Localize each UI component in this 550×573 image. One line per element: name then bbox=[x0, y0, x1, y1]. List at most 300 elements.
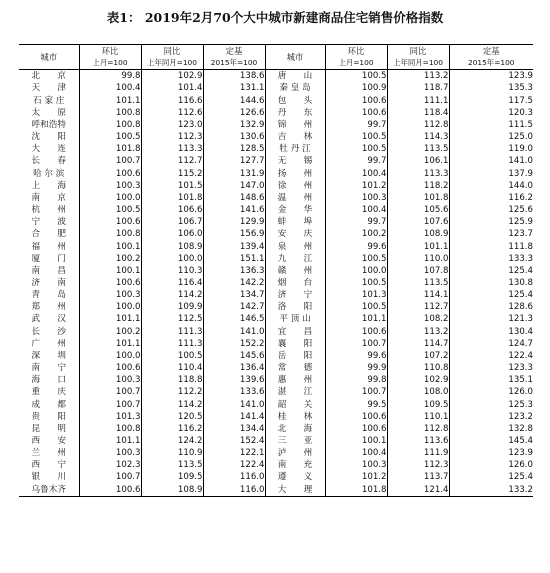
city-name-right: 三 亚 bbox=[265, 435, 325, 447]
yoy-value-right: 112.7 bbox=[387, 301, 449, 313]
mom-value-right: 100.6 bbox=[325, 107, 387, 119]
mom-value-right: 100.4 bbox=[325, 168, 387, 180]
yoy-value: 116.2 bbox=[141, 423, 203, 435]
city-name-right: 大 理 bbox=[265, 484, 325, 497]
mom-value-right: 100.5 bbox=[325, 131, 387, 143]
city-name: 郑 州 bbox=[31, 302, 66, 313]
yoy-value-right: 113.2 bbox=[387, 326, 449, 338]
mom-value: 100.7 bbox=[79, 386, 141, 398]
city-name-right: 金 华 bbox=[265, 204, 325, 216]
table-row bbox=[19, 265, 533, 277]
col-subheader-base-right: 2015年=100 bbox=[449, 57, 533, 70]
city-name-right: 牡 丹 江 bbox=[265, 143, 325, 155]
yoy-value: 113.5 bbox=[141, 459, 203, 471]
city-name: 武 汉 bbox=[31, 314, 66, 325]
table-row bbox=[19, 131, 533, 143]
city-name: 青 岛 bbox=[31, 290, 66, 301]
table-row bbox=[19, 386, 533, 398]
city-name: 西 安 bbox=[31, 436, 66, 446]
mom-value: 102.3 bbox=[79, 459, 141, 471]
base-value: 129.9 bbox=[203, 216, 265, 228]
mom-value: 100.1 bbox=[79, 241, 141, 253]
city-name-right: 九 江 bbox=[265, 253, 325, 265]
city-name-right: 宜 昌 bbox=[265, 326, 325, 338]
yoy-value: 106.7 bbox=[141, 216, 203, 228]
table-row bbox=[19, 301, 533, 313]
col-subheader-base: 2015年=100 bbox=[203, 57, 265, 70]
base-value: 148.6 bbox=[203, 192, 265, 204]
base-value-right: 128.6 bbox=[449, 301, 533, 313]
mom-value-right: 100.7 bbox=[325, 338, 387, 350]
base-value: 122.4 bbox=[203, 459, 265, 471]
table-row bbox=[19, 168, 533, 180]
base-value-right: 125.4 bbox=[449, 265, 533, 277]
city-name: 广 州 bbox=[31, 338, 66, 349]
city-name-right: 泉 州 bbox=[265, 241, 325, 253]
table-row bbox=[19, 143, 533, 155]
yoy-value: 118.8 bbox=[141, 374, 203, 386]
table-row bbox=[19, 313, 533, 325]
base-value: 131.1 bbox=[203, 82, 265, 94]
mom-value-right: 101.8 bbox=[325, 484, 387, 497]
mom-value: 101.1 bbox=[79, 435, 141, 447]
yoy-value-right: 113.6 bbox=[387, 435, 449, 447]
base-value-right: 125.6 bbox=[449, 204, 533, 216]
base-value-right: 125.3 bbox=[449, 399, 533, 411]
mom-value-right: 99.7 bbox=[325, 155, 387, 167]
yoy-value-right: 107.2 bbox=[387, 350, 449, 362]
yoy-value: 114.2 bbox=[141, 399, 203, 411]
city-name: 石 家 庄 bbox=[33, 95, 65, 106]
yoy-value-right: 102.9 bbox=[387, 374, 449, 386]
base-value: 122.1 bbox=[203, 447, 265, 459]
col-header-yoy-right: 同比 bbox=[387, 45, 449, 58]
mom-value: 100.3 bbox=[79, 374, 141, 386]
yoy-value-right: 113.7 bbox=[387, 471, 449, 483]
city-name-right: 扬 州 bbox=[265, 168, 325, 180]
mom-value: 101.1 bbox=[79, 338, 141, 350]
base-value: 139.4 bbox=[203, 241, 265, 253]
mom-value: 100.8 bbox=[79, 423, 141, 435]
mom-value: 101.3 bbox=[79, 411, 141, 423]
base-value-right: 125.0 bbox=[449, 131, 533, 143]
mom-value-right: 100.4 bbox=[325, 447, 387, 459]
table-row bbox=[19, 399, 533, 411]
base-value-right: 123.7 bbox=[449, 228, 533, 240]
mom-value-right: 99.6 bbox=[325, 350, 387, 362]
mom-value-right: 99.7 bbox=[325, 216, 387, 228]
mom-value: 100.3 bbox=[79, 180, 141, 192]
mom-value: 100.3 bbox=[79, 447, 141, 459]
city-name-right: 北 海 bbox=[265, 423, 325, 435]
city-name: 乌鲁木齐 bbox=[19, 484, 79, 497]
base-value: 151.1 bbox=[203, 253, 265, 265]
yoy-value-right: 112.8 bbox=[387, 423, 449, 435]
city-name: 银 川 bbox=[31, 472, 66, 483]
yoy-value: 112.6 bbox=[141, 107, 203, 119]
yoy-value: 113.3 bbox=[141, 143, 203, 155]
yoy-value-right: 110.0 bbox=[387, 253, 449, 265]
base-value-right: 132.8 bbox=[449, 423, 533, 435]
yoy-value-right: 110.8 bbox=[387, 362, 449, 374]
city-name: 海 口 bbox=[31, 375, 66, 386]
mom-value-right: 100.7 bbox=[325, 386, 387, 398]
col-header-base-right: 定基 bbox=[449, 45, 533, 58]
city-name-right: 济 宁 bbox=[265, 289, 325, 301]
mom-value: 100.7 bbox=[79, 155, 141, 167]
city-name-right: 温 州 bbox=[265, 192, 325, 204]
yoy-value: 116.6 bbox=[141, 95, 203, 107]
city-name: 宁 波 bbox=[31, 217, 66, 228]
city-name: 厦 门 bbox=[31, 253, 66, 264]
mom-value-right: 100.5 bbox=[325, 301, 387, 313]
city-name-right: 锦 州 bbox=[265, 119, 325, 131]
yoy-value: 102.9 bbox=[141, 70, 203, 83]
yoy-value: 112.3 bbox=[141, 131, 203, 143]
city-name-right: 包 头 bbox=[265, 95, 325, 107]
base-value-right: 116.2 bbox=[449, 192, 533, 204]
mom-value-right: 100.9 bbox=[325, 82, 387, 94]
city-name: 南 昌 bbox=[31, 265, 66, 276]
base-value-right: 123.2 bbox=[449, 411, 533, 423]
table-row bbox=[19, 82, 533, 94]
mom-value-right: 101.2 bbox=[325, 180, 387, 192]
col-header-yoy: 同比 bbox=[141, 45, 203, 58]
yoy-value-right: 118.4 bbox=[387, 107, 449, 119]
mom-value: 100.8 bbox=[79, 228, 141, 240]
yoy-value-right: 113.5 bbox=[387, 143, 449, 155]
mom-value: 101.1 bbox=[79, 95, 141, 107]
mom-value-right: 99.5 bbox=[325, 399, 387, 411]
yoy-value-right: 112.8 bbox=[387, 119, 449, 131]
city-name-right: 桂 林 bbox=[265, 411, 325, 423]
yoy-value: 111.3 bbox=[141, 338, 203, 350]
base-value-right: 144.0 bbox=[449, 180, 533, 192]
table-row bbox=[19, 484, 533, 497]
base-value-right: 111.8 bbox=[449, 241, 533, 253]
col-header-mom: 环比 bbox=[79, 45, 141, 58]
base-value-right: 130.4 bbox=[449, 326, 533, 338]
base-value-right: 137.9 bbox=[449, 168, 533, 180]
base-value: 141.6 bbox=[203, 204, 265, 216]
yoy-value: 101.8 bbox=[141, 192, 203, 204]
yoy-value: 109.5 bbox=[141, 471, 203, 483]
mom-value: 100.8 bbox=[79, 119, 141, 131]
base-value-right: 125.4 bbox=[449, 471, 533, 483]
table-row bbox=[19, 411, 533, 423]
mom-value-right: 101.1 bbox=[325, 313, 387, 325]
mom-value-right: 100.3 bbox=[325, 192, 387, 204]
yoy-value: 114.2 bbox=[141, 289, 203, 301]
city-name: 合 肥 bbox=[31, 229, 66, 240]
yoy-value-right: 105.6 bbox=[387, 204, 449, 216]
base-value: 144.6 bbox=[203, 95, 265, 107]
header-row bbox=[19, 45, 533, 58]
yoy-value: 124.2 bbox=[141, 435, 203, 447]
yoy-value: 116.4 bbox=[141, 277, 203, 289]
yoy-value: 108.9 bbox=[141, 241, 203, 253]
city-name: 福 州 bbox=[31, 241, 66, 252]
city-name: 北 京 bbox=[31, 71, 66, 82]
yoy-value-right: 113.3 bbox=[387, 168, 449, 180]
city-name-right: 平 顶 山 bbox=[265, 313, 325, 325]
table-row bbox=[19, 70, 533, 83]
base-value-right: 126.0 bbox=[449, 459, 533, 471]
city-name-right: 秦 皇 岛 bbox=[265, 82, 325, 94]
city-name-right: 烟 台 bbox=[265, 277, 325, 289]
base-value: 116.0 bbox=[203, 484, 265, 497]
table-row bbox=[19, 471, 533, 483]
col-header-city: 城市 bbox=[19, 45, 79, 70]
col-subheader-yoy-right: 上年同月=100 bbox=[387, 57, 449, 70]
yoy-value-right: 108.0 bbox=[387, 386, 449, 398]
yoy-value-right: 107.6 bbox=[387, 216, 449, 228]
yoy-value: 100.5 bbox=[141, 350, 203, 362]
base-value: 139.6 bbox=[203, 374, 265, 386]
city-name-right: 常 德 bbox=[265, 362, 325, 374]
col-subheader-mom: 上月=100 bbox=[79, 57, 141, 70]
mom-value-right: 100.6 bbox=[325, 95, 387, 107]
base-value-right: 119.0 bbox=[449, 143, 533, 155]
city-name: 兰 州 bbox=[31, 448, 66, 459]
yoy-value-right: 114.7 bbox=[387, 338, 449, 350]
yoy-value: 106.6 bbox=[141, 204, 203, 216]
base-value-right: 121.3 bbox=[449, 313, 533, 325]
base-value: 141.0 bbox=[203, 326, 265, 338]
mom-value-right: 100.5 bbox=[325, 70, 387, 83]
base-value: 133.6 bbox=[203, 386, 265, 398]
table-row bbox=[19, 253, 533, 265]
city-name: 太 原 bbox=[31, 107, 66, 118]
base-value: 156.9 bbox=[203, 228, 265, 240]
table-row bbox=[19, 447, 533, 459]
yoy-value-right: 111.1 bbox=[387, 95, 449, 107]
table-row bbox=[19, 350, 533, 362]
base-value: 126.6 bbox=[203, 107, 265, 119]
city-name-right: 遵 义 bbox=[265, 471, 325, 483]
city-name: 济 南 bbox=[31, 277, 66, 288]
base-value-right: 123.3 bbox=[449, 362, 533, 374]
yoy-value-right: 109.5 bbox=[387, 399, 449, 411]
table-row bbox=[19, 338, 533, 350]
city-name: 上 海 bbox=[31, 180, 66, 191]
city-name: 大 连 bbox=[31, 144, 66, 155]
base-value: 136.4 bbox=[203, 362, 265, 374]
table-row bbox=[19, 216, 533, 228]
table-row bbox=[19, 204, 533, 216]
yoy-value: 123.0 bbox=[141, 119, 203, 131]
yoy-value-right: 114.1 bbox=[387, 289, 449, 301]
city-name: 西 宁 bbox=[31, 460, 66, 471]
col-subheader-mom-right: 上月=100 bbox=[325, 57, 387, 70]
base-value: 136.3 bbox=[203, 265, 265, 277]
base-value: 147.0 bbox=[203, 180, 265, 192]
city-name-right: 岳 阳 bbox=[265, 350, 325, 362]
city-name: 天 津 bbox=[31, 83, 66, 94]
city-name-right: 湛 江 bbox=[265, 386, 325, 398]
mom-value-right: 100.5 bbox=[325, 143, 387, 155]
col-header-base: 定基 bbox=[203, 45, 265, 58]
yoy-value-right: 114.3 bbox=[387, 131, 449, 143]
mom-value-right: 100.6 bbox=[325, 326, 387, 338]
yoy-value: 108.9 bbox=[141, 484, 203, 497]
table-row bbox=[19, 435, 533, 447]
mom-value: 100.4 bbox=[79, 82, 141, 94]
city-name: 杭 州 bbox=[31, 205, 66, 216]
base-value: 146.5 bbox=[203, 313, 265, 325]
mom-value: 100.5 bbox=[79, 131, 141, 143]
yoy-value: 110.9 bbox=[141, 447, 203, 459]
mom-value: 100.8 bbox=[79, 107, 141, 119]
table-row bbox=[19, 362, 533, 374]
base-value: 116.0 bbox=[203, 471, 265, 483]
yoy-value-right: 108.2 bbox=[387, 313, 449, 325]
yoy-value: 112.5 bbox=[141, 313, 203, 325]
city-name-right: 徐 州 bbox=[265, 180, 325, 192]
yoy-value-right: 108.9 bbox=[387, 228, 449, 240]
mom-value: 101.1 bbox=[79, 313, 141, 325]
base-value-right: 130.8 bbox=[449, 277, 533, 289]
base-value-right: 125.4 bbox=[449, 289, 533, 301]
city-name: 成 都 bbox=[31, 399, 66, 410]
base-value: 134.4 bbox=[203, 423, 265, 435]
yoy-value: 112.2 bbox=[141, 386, 203, 398]
base-value-right: 135.3 bbox=[449, 82, 533, 94]
mom-value-right: 99.9 bbox=[325, 362, 387, 374]
base-value-right: 133.3 bbox=[449, 253, 533, 265]
mom-value-right: 101.3 bbox=[325, 289, 387, 301]
city-name-right: 唐 山 bbox=[265, 70, 325, 83]
yoy-value: 100.0 bbox=[141, 253, 203, 265]
base-value: 145.6 bbox=[203, 350, 265, 362]
yoy-value: 111.3 bbox=[141, 326, 203, 338]
table-row bbox=[19, 374, 533, 386]
table-row bbox=[19, 192, 533, 204]
city-name: 呼和浩特 bbox=[31, 119, 66, 130]
base-value: 141.0 bbox=[203, 399, 265, 411]
yoy-value-right: 121.4 bbox=[387, 484, 449, 497]
base-value: 152.2 bbox=[203, 338, 265, 350]
table-row bbox=[19, 289, 533, 301]
base-value-right: 117.5 bbox=[449, 95, 533, 107]
col-subheader-yoy: 上年同月=100 bbox=[141, 57, 203, 70]
yoy-value-right: 112.3 bbox=[387, 459, 449, 471]
table-row bbox=[19, 107, 533, 119]
base-value: 127.7 bbox=[203, 155, 265, 167]
base-value: 131.9 bbox=[203, 168, 265, 180]
mom-value: 100.0 bbox=[79, 192, 141, 204]
city-name-right: 洛 阳 bbox=[265, 301, 325, 313]
base-value: 142.2 bbox=[203, 277, 265, 289]
city-name-right: 无 锡 bbox=[265, 155, 325, 167]
mom-value: 100.6 bbox=[79, 168, 141, 180]
mom-value-right: 100.5 bbox=[325, 277, 387, 289]
table-row bbox=[19, 459, 533, 471]
base-value: 128.5 bbox=[203, 143, 265, 155]
city-name-right: 丹 东 bbox=[265, 107, 325, 119]
base-value: 132.9 bbox=[203, 119, 265, 131]
yoy-value: 112.7 bbox=[141, 155, 203, 167]
mom-value-right: 100.4 bbox=[325, 204, 387, 216]
yoy-value: 110.3 bbox=[141, 265, 203, 277]
base-value-right: 123.9 bbox=[449, 70, 533, 83]
table-row bbox=[19, 119, 533, 131]
base-value-right: 123.9 bbox=[449, 447, 533, 459]
mom-value-right: 101.2 bbox=[325, 471, 387, 483]
yoy-value: 120.5 bbox=[141, 411, 203, 423]
table-row bbox=[19, 277, 533, 289]
mom-value-right: 100.5 bbox=[325, 253, 387, 265]
city-name-right: 襄 阳 bbox=[265, 338, 325, 350]
yoy-value-right: 113.5 bbox=[387, 277, 449, 289]
base-value: 134.7 bbox=[203, 289, 265, 301]
mom-value: 101.8 bbox=[79, 143, 141, 155]
mom-value: 100.6 bbox=[79, 277, 141, 289]
mom-value-right: 100.0 bbox=[325, 265, 387, 277]
mom-value: 100.0 bbox=[79, 350, 141, 362]
table-row bbox=[19, 241, 533, 253]
mom-value-right: 99.7 bbox=[325, 119, 387, 131]
mom-value-right: 100.3 bbox=[325, 459, 387, 471]
mom-value: 99.8 bbox=[79, 70, 141, 83]
table-row bbox=[19, 95, 533, 107]
col-header-mom-right: 环比 bbox=[325, 45, 387, 58]
city-name-right: 吉 林 bbox=[265, 131, 325, 143]
yoy-value-right: 101.1 bbox=[387, 241, 449, 253]
table-row bbox=[19, 228, 533, 240]
mom-value-right: 100.2 bbox=[325, 228, 387, 240]
price-index-table bbox=[19, 44, 533, 497]
yoy-value-right: 106.1 bbox=[387, 155, 449, 167]
yoy-value: 110.4 bbox=[141, 362, 203, 374]
city-name: 深 圳 bbox=[31, 350, 66, 361]
city-name-right: 韶 关 bbox=[265, 399, 325, 411]
mom-value-right: 99.6 bbox=[325, 241, 387, 253]
base-value: 152.4 bbox=[203, 435, 265, 447]
mom-value: 100.7 bbox=[79, 399, 141, 411]
city-name: 长 沙 bbox=[31, 326, 66, 337]
base-value-right: 133.2 bbox=[449, 484, 533, 497]
mom-value: 100.7 bbox=[79, 471, 141, 483]
yoy-value-right: 118.2 bbox=[387, 180, 449, 192]
city-name: 长 春 bbox=[31, 156, 66, 167]
yoy-value: 101.5 bbox=[141, 180, 203, 192]
yoy-value-right: 118.7 bbox=[387, 82, 449, 94]
city-name: 沈 阳 bbox=[31, 132, 66, 143]
base-value: 142.7 bbox=[203, 301, 265, 313]
table-body bbox=[19, 70, 533, 496]
base-value-right: 126.0 bbox=[449, 386, 533, 398]
mom-value: 100.5 bbox=[79, 204, 141, 216]
mom-value: 100.2 bbox=[79, 326, 141, 338]
table-row bbox=[19, 180, 533, 192]
mom-value: 100.6 bbox=[79, 484, 141, 497]
yoy-value: 106.0 bbox=[141, 228, 203, 240]
city-name: 南 京 bbox=[31, 192, 66, 203]
yoy-value: 101.4 bbox=[141, 82, 203, 94]
base-value-right: 122.4 bbox=[449, 350, 533, 362]
city-name-right: 南 充 bbox=[265, 459, 325, 471]
mom-value-right: 100.6 bbox=[325, 411, 387, 423]
city-name: 南 宁 bbox=[31, 363, 66, 374]
base-value-right: 125.9 bbox=[449, 216, 533, 228]
city-name: 贵 阳 bbox=[31, 411, 66, 422]
city-name-right: 蚌 埠 bbox=[265, 216, 325, 228]
base-value-right: 145.4 bbox=[449, 435, 533, 447]
base-value: 130.6 bbox=[203, 131, 265, 143]
mom-value-right: 99.8 bbox=[325, 374, 387, 386]
mom-value: 100.6 bbox=[79, 216, 141, 228]
